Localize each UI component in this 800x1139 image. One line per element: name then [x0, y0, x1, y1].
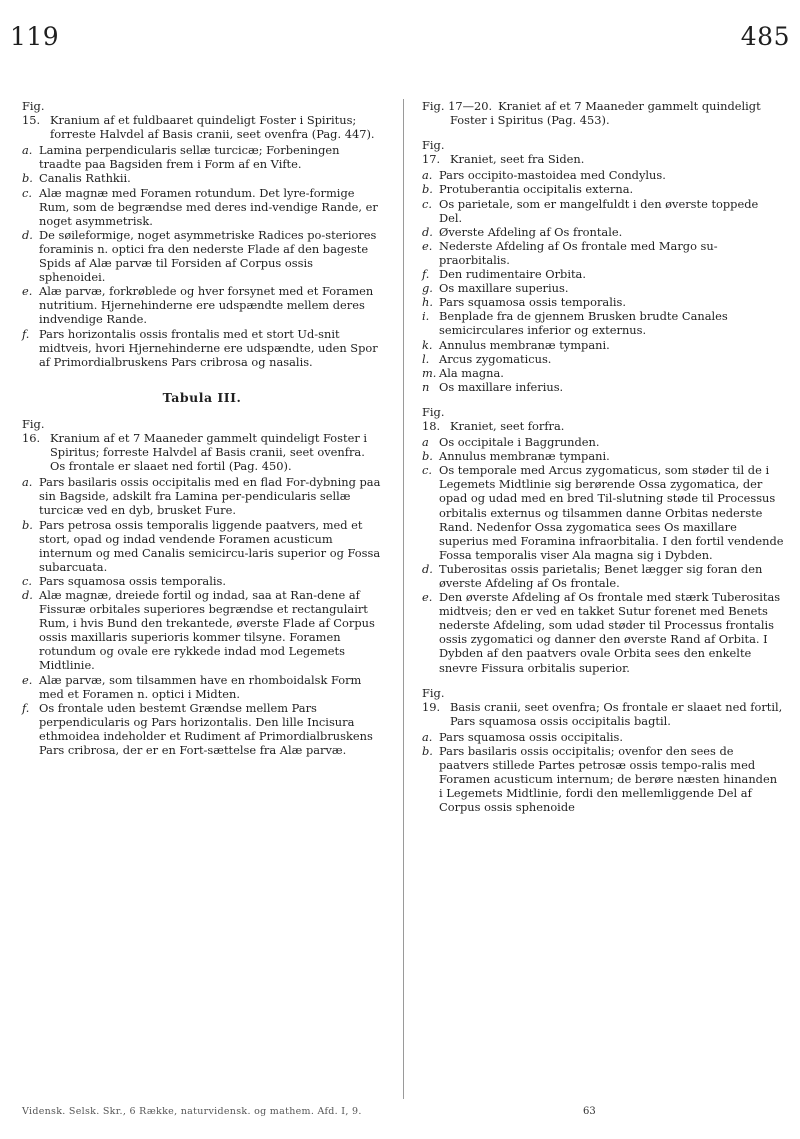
page-header: [0, 22, 800, 62]
legend-text: Den øverste Afdeling af Os frontale med stærk Tuberositas midtveis; den er ved en takket Sutur forenet med Benets nederste Afdeling, som udad støder til Processus frontalis ossis zygomatici og danner den øverste Rand af Orbita. I Dybden af den paatvers ovale Orbita sees den enkelte snevre Fissura orbitalis superior.: [439, 590, 781, 675]
legend-item: [422, 449, 784, 463]
section-title: Tabula III.: [162, 389, 242, 405]
legend-letter: e.: [422, 590, 433, 605]
legend-text: Alæ magnæ, dreiede fortil og indad, saa at Ran-dene af Fissuræ orbitales superiores begrændse et rectangulairt Rum, i hvis Bund den trekantede, øverste Flade af Corpus ossis maxillaris superioris kommer tilsyne. Foramen rotundum og ovale ere rykkede indad mod Legemets Midtlinie.: [39, 588, 375, 673]
page-footer: [22, 1106, 782, 1117]
legend-text: Os parietale, som er mangelfuldt i den øverste toppede Del.: [439, 196, 759, 225]
legend-letter: l.: [422, 351, 430, 366]
figure-label: Fig. 18.: [422, 404, 445, 433]
legend-item: [22, 143, 382, 171]
legend-letter: a.: [422, 729, 433, 744]
legend-text: De søileformige, noget asymmetriske Radices po-steriores foraminis n. optici fra den nederste Flade af den bageste Spids af Alæ parvæ til Forsiden af Corpus ossis sphenoidei.: [39, 227, 377, 285]
legend-item: [422, 225, 784, 239]
legend-item: [22, 284, 382, 326]
legend-item: [22, 701, 382, 757]
left-column: [22, 99, 382, 768]
legend-text: Os temporale med Arcus zygomaticus, som støder til de i Legemets Midtlinie sig berørende Ossa zygomatica, der opad og udad med en bred Til-slutning støde til Processus orbitalis externus og tilsammen danne Orbitas nederste Rand. Nedenfor Ossa zygomatica sees Os maxillare superius med Foramina infraorbitalia. I den fortil vendende Fossa temporalis viser Ala magna sig i Dybden.: [439, 463, 784, 562]
legend-letter: i.: [422, 309, 430, 324]
legend-text: Alæ parvæ, forkrøblede og hver forsynet med et Foramen nutritium. Hjernehinderne ere udspændte mellem deres indvendige Rande.: [39, 284, 374, 327]
legend-item: [22, 518, 382, 574]
legend-item: [22, 673, 382, 701]
figure-caption: [422, 138, 784, 166]
legend-item: [422, 366, 784, 380]
legend-item: [22, 186, 382, 228]
figure-label: Fig. 17—20.: [422, 99, 493, 113]
legend-text: Os maxillare inferius.: [439, 379, 564, 394]
figure-caption: [22, 99, 382, 141]
legend-item: [422, 463, 784, 562]
left-page-number: 119: [10, 22, 60, 51]
legend-text: Nederste Afdeling af Os frontale med Margo su-praorbitalis.: [439, 238, 718, 267]
legend-letter: m.: [422, 365, 437, 380]
footer-text: Vidensk. Selsk. Skr., 6 Række, naturvidensk. og mathem. Afd. I, 9.: [22, 1106, 362, 1117]
figure-caption: [422, 686, 784, 728]
legend-item: [422, 590, 784, 675]
caption-text: Kranium af et 7 Maaneder gammelt quindeligt Foster i Spiritus; forreste Halvdel af Basis cranii, seet ovenfra. Os frontale er slaaet ned fortil (Pag. 450).: [50, 430, 368, 474]
legend-letter: a.: [22, 475, 33, 490]
legend-item: [22, 228, 382, 284]
legend-letter: n: [422, 379, 430, 394]
right-column: [422, 99, 784, 826]
legend-item: [22, 475, 382, 517]
legend-text: Pars petrosa ossis temporalis liggende paatvers, med et stort, opad og indad vendende Foramen acusticum internum og med Canalis semicircu-laris superior og Fossa subarcuata.: [39, 517, 381, 574]
legend-item: [22, 588, 382, 673]
legend-letter: b.: [422, 449, 433, 464]
legend-letter: k.: [422, 337, 433, 352]
legend-text: Canalis Rathkii.: [39, 171, 131, 186]
legend-list: [422, 730, 784, 815]
legend-item: [22, 171, 382, 185]
legend-letter: d.: [422, 224, 433, 239]
legend-letter: h.: [422, 295, 433, 310]
legend-item: [422, 309, 784, 337]
legend-text: Protuberantia occipitalis externa.: [439, 182, 634, 197]
legend-text: Arcus zygomaticus.: [439, 351, 552, 366]
legend-letter: c.: [22, 573, 33, 588]
legend-item: [422, 352, 784, 366]
legend-text: Alæ parvæ, som tilsammen have en rhomboidalsk Form med et Foramen n. optici i Midten.: [39, 672, 362, 701]
legend-text: Den rudimentaire Orbita.: [439, 267, 586, 282]
legend-list: [422, 168, 784, 394]
legend-item: [422, 435, 784, 449]
caption-text: Basis cranii, seet ovenfra; Os frontale er slaaet ned fortil, Pars squamosa ossis occipitalis bagtil.: [450, 699, 783, 728]
legend-letter: f.: [22, 326, 30, 341]
legend-text: Lamina perpendicularis sellæ turcicæ; Forbeningen traadte paa Bagsiden frem i Form af en Vifte.: [39, 143, 340, 172]
legend-letter: d.: [422, 561, 433, 576]
legend-text: Alæ magnæ med Foramen rotundum. Det lyre-formige Rum, som de begrændse med deres ind-vendige Rande, er noget asymmetrisk.: [39, 185, 378, 228]
legend-text: Pars horizontalis ossis frontalis med et stort Ud-snit midtveis, hvori Hjernehinderne ere udspændte, uden Spor af Primordialbruskens Pars cribrosa og nasalis.: [39, 326, 378, 369]
legend-item: [422, 197, 784, 225]
legend-letter: d.: [22, 588, 33, 602]
legend-item: [422, 562, 784, 590]
legend-letter: e.: [422, 238, 433, 253]
legend-item: [422, 182, 784, 196]
legend-item: [422, 239, 784, 267]
legend-letter: e.: [22, 672, 33, 687]
legend-letter: g.: [422, 281, 433, 296]
legend-list: [22, 475, 382, 757]
legend-letter: c.: [422, 463, 433, 478]
legend-item: [422, 295, 784, 309]
legend-letter: a: [422, 435, 429, 450]
legend-item: [422, 338, 784, 352]
legend-text: Øverste Afdeling af Os frontale.: [439, 224, 623, 239]
figure-16: [22, 417, 382, 757]
figure-18: [422, 405, 784, 675]
legend-text: Pars basilaris ossis occipitalis med en flad For-dybning paa sin Bagside, adskilt fra Lamina per-pendicularis sellæ turcicæ ved en dyb, brusket Fure.: [39, 475, 381, 518]
legend-letter: c.: [22, 185, 33, 200]
legend-letter: c.: [422, 196, 433, 211]
legend-text: Os occipitale i Baggrunden.: [439, 435, 600, 450]
legend-letter: e.: [22, 284, 33, 299]
legend-item: [422, 267, 784, 281]
legend-letter: b.: [22, 171, 33, 186]
caption-text: Kranium af et fuldbaaret quindeligt Foster i Spiritus; forreste Halvdel af Basis cranii, seet ovenfra (Pag. 447).: [50, 113, 375, 142]
legend-text: Tuberositas ossis parietalis; Benet lægger sig foran den øverste Afdeling af Os frontale.: [439, 561, 763, 590]
legend-letter: b.: [422, 744, 433, 759]
legend-item: [22, 327, 382, 369]
figure-label: Fig. 17.: [422, 138, 445, 167]
figure-caption: [422, 99, 784, 127]
signature-mark: 63: [583, 1106, 596, 1117]
legend-letter: f.: [22, 700, 30, 715]
legend-text: Annulus membranæ tympani.: [439, 337, 610, 352]
legend-item: [422, 281, 784, 295]
figure-label: Fig. 19.: [422, 685, 445, 714]
legend-text: Ala magna.: [439, 365, 504, 380]
figure-label: Fig. 15.: [22, 99, 45, 128]
figure-19: [422, 686, 784, 815]
right-page-number: 485: [740, 22, 790, 51]
legend-text: Pars squamosa ossis occipitalis.: [439, 729, 624, 744]
caption-text: Kraniet, seet forfra.: [450, 418, 565, 433]
figure-label: Fig. 16.: [22, 416, 45, 445]
legend-letter: b.: [422, 182, 433, 197]
legend-item: [422, 730, 784, 744]
legend-item: [422, 168, 784, 182]
legend-item: [422, 744, 784, 814]
legend-letter: d.: [22, 227, 33, 242]
legend-item: [422, 380, 784, 394]
legend-text: Benplade fra de gjennem Brusken brudte Canales semicirculares inferior og externus.: [439, 309, 728, 338]
figure-15: [22, 99, 382, 369]
legend-letter: a.: [22, 143, 33, 158]
figure-caption: [22, 417, 382, 473]
legend-text: Pars squamosa ossis temporalis.: [39, 573, 226, 588]
legend-item: [22, 574, 382, 588]
legend-text: Os maxillare superius.: [439, 281, 569, 296]
legend-letter: f.: [422, 267, 430, 282]
column-divider: [403, 99, 404, 1099]
legend-text: Pars basilaris ossis occipitalis; ovenfor den sees de paatvers stillede Partes petrosæ ossis tempo-ralis med Foramen acusticum internum; de berøre næsten hinanden i Legemets Midtlinie, fordi den mellemliggende Del af Corpus ossis sphenoide: [439, 744, 778, 815]
legend-letter: b.: [22, 517, 33, 532]
legend-text: Pars squamosa ossis temporalis.: [439, 295, 626, 310]
legend-text: Annulus membranæ tympani.: [439, 449, 610, 464]
legend-list: [22, 143, 382, 369]
legend-letter: a.: [422, 168, 433, 183]
legend-text: Os frontale uden bestemt Grændse mellem Pars perpendicularis og Pars horizontalis. Den lille Incisura ethmoidea indeholder et Rudiment af Primordialbruskens Pars cribrosa, der er en Fort-sættelse fra Alæ parvæ.: [39, 700, 373, 758]
legend-list: [422, 435, 784, 675]
caption-text: Kraniet, seet fra Siden.: [450, 152, 585, 167]
figure-17: [422, 138, 784, 394]
figure-17-20: [422, 99, 784, 127]
legend-text: Pars occipito-mastoidea med Condylus.: [439, 168, 666, 183]
caption-text: Kraniet af et 7 Maaneder gammelt quindeligt Foster i Spiritus (Pag. 453).: [450, 99, 761, 128]
figure-caption: [422, 405, 784, 433]
